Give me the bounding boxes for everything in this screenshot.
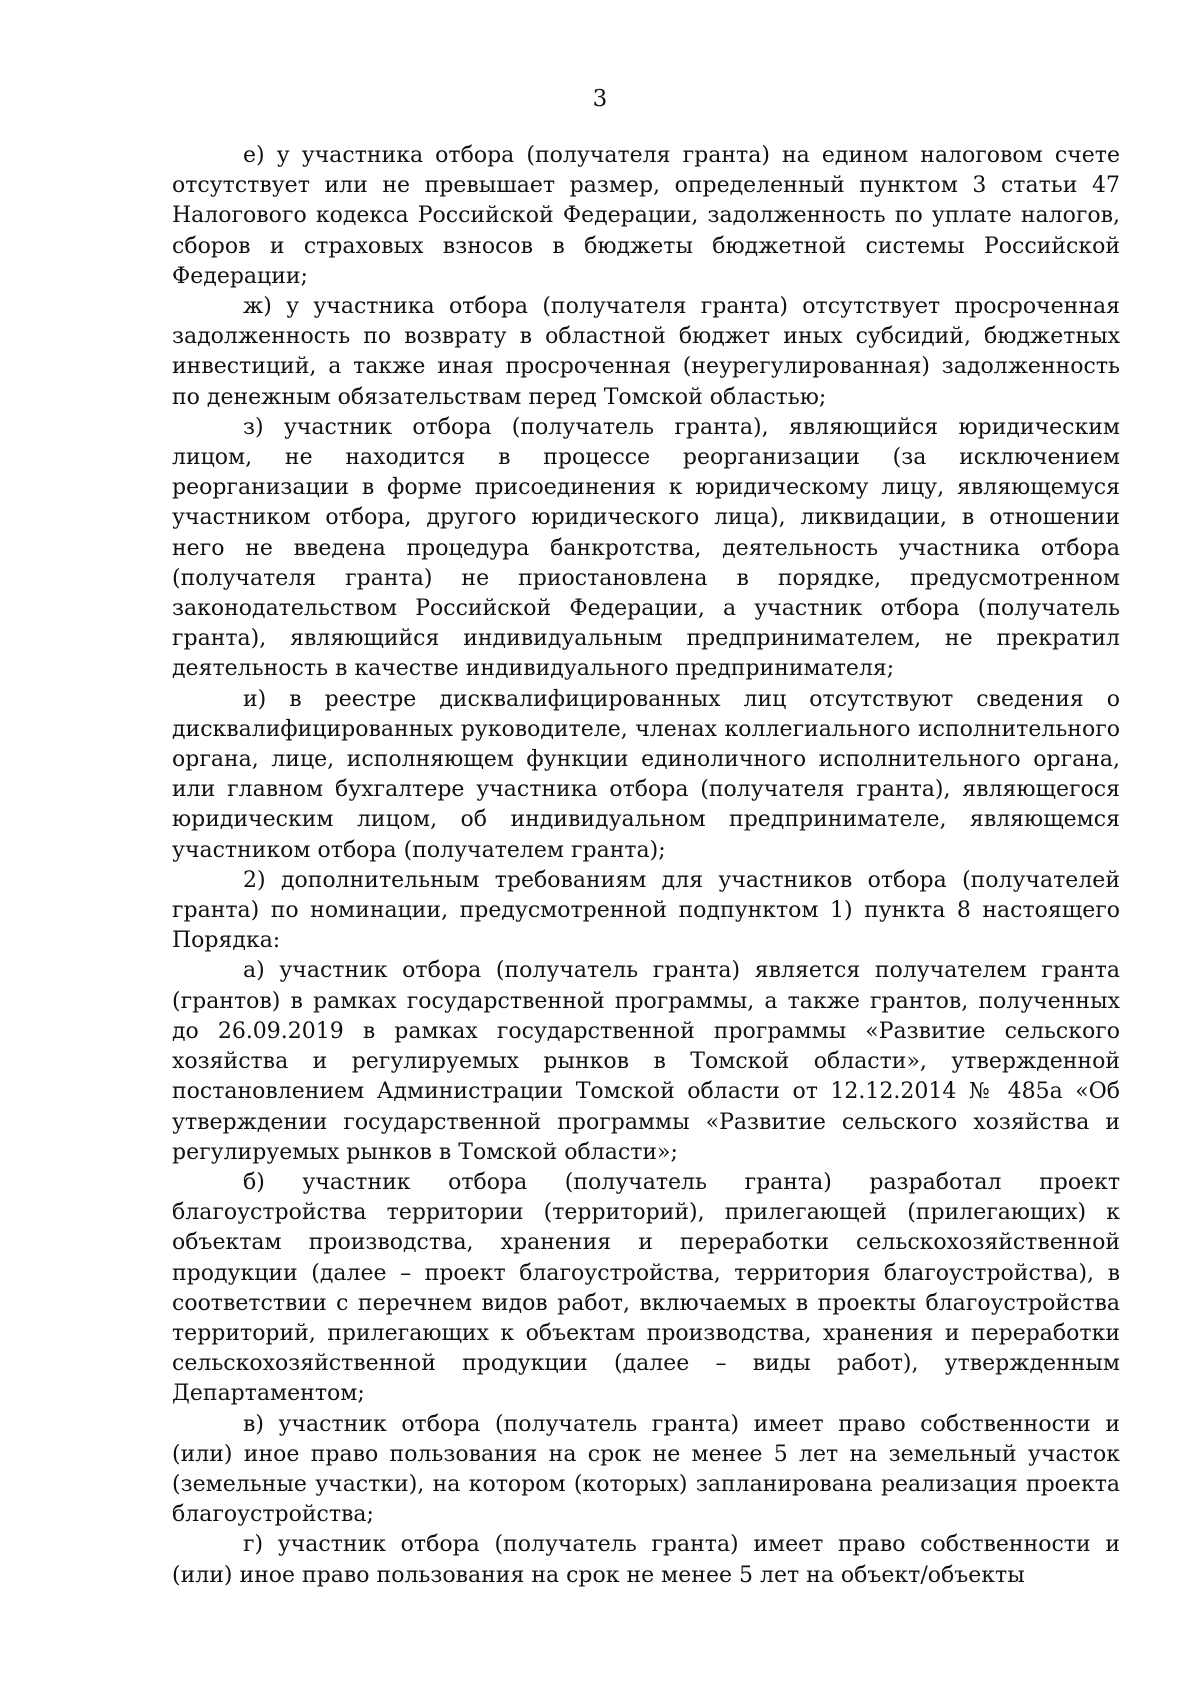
paragraph-b-landscaping-project: б) участник отбора (получатель гранта) разработал проект благоустройства территории (территорий), прилегающей (прилегающих) к объектам производства, хранения и переработки сельскохозяйственной продукции (далее – проект благоустройства, территория благоустройства), в соответствии с перечнем видов работ, включаемых в проекты благоустройства территорий, прилегающих к объектам производства, хранения и переработки сельскохозяйственной продукции (далее – виды работ), утвержденным Департаментом;	[172, 1169, 1120, 1407]
paragraph-zh-overdue-debt: ж) у участника отбора (получателя гранта) отсутствует просроченная задолженность по возврату в областной бюджет иных субсидий, бюджетных инвестиций, а также иная просроченная (неурегулированная) задолженность по денежным обязательствам перед Томской областью;	[172, 294, 1120, 410]
paragraph-z-reorganization: з) участник отбора (получатель гранта), являющийся юридическим лицом, не находится в процессе реорганизации (за исключением реорганизации в форме присоединения к юридическому лицу, являющемуся участником отбора, другого юридического лица), ликвидации, в отношении него не введена процедура банкротства, деятельность участника отбора (получателя гранта) не приостановлена в порядке, предусмотренном законодательством Российской Федерации, а участник отбора (получатель гранта), являющийся индивидуальным предпринимателем, не прекратил деятельность в качестве индивидуального предпринимателя;	[172, 414, 1120, 682]
paragraph-v-land-ownership: в) участник отбора (получатель гранта) имеет право собственности и (или) иное право пользования на срок не менее 5 лет на земельный участок (земельные участки), на котором (которых) запланирована реализация проекта благоустройства;	[172, 1411, 1120, 1528]
paragraph-2-additional-requirements: 2) дополнительным требованиям для участников отбора (получателей гранта) по номинации, предусмотренной подпунктом 1) пункта 8 настоящего Порядка:	[172, 867, 1120, 954]
paragraph-g-object-ownership: г) участник отбора (получатель гранта) имеет право собственности и (или) иное право пользования на срок не менее 5 лет на объект/объекты	[172, 1532, 1120, 1588]
document-body	[172, 141, 1120, 1591]
paragraph-a-grant-recipient: а) участник отбора (получатель гранта) является получателем гранта (грантов) в рамках государственной программы, а также грантов, полученных до 26.09.2019 в рамках государственной программы «Развитие сельского хозяйства и регулируемых рынков в Томской области», утвержденной постановлением Администрации Томской области от 12.12.2014 № 485а «Об утверждении государственной программы «Развитие сельского хозяйства и регулируемых рынков в Томской области»;	[172, 958, 1120, 1165]
paragraph-i-disqualified-registry: и) в реестре дисквалифицированных лиц отсутствуют сведения о дисквалифицированных руководителе, членах коллегиального исполнительного органа, лице, исполняющем функции единоличного исполнительного органа, или главном бухгалтере участника отбора (получателя гранта), являющегося юридическим лицом, об индивидуальном предпринимателе, являющемся участником отбора (получателем гранта);	[172, 686, 1120, 863]
paragraph-e-tax-debt: е) у участника отбора (получателя гранта) на едином налоговом счете отсутствует или не превышает размер, определенный пунктом 3 статьи 47 Налогового кодекса Российской Федерации, задолженность по уплате налогов, сборов и страховых взносов в бюджеты бюджетной системы Российской Федерации;	[172, 143, 1120, 289]
page-number: 3	[592, 86, 608, 112]
